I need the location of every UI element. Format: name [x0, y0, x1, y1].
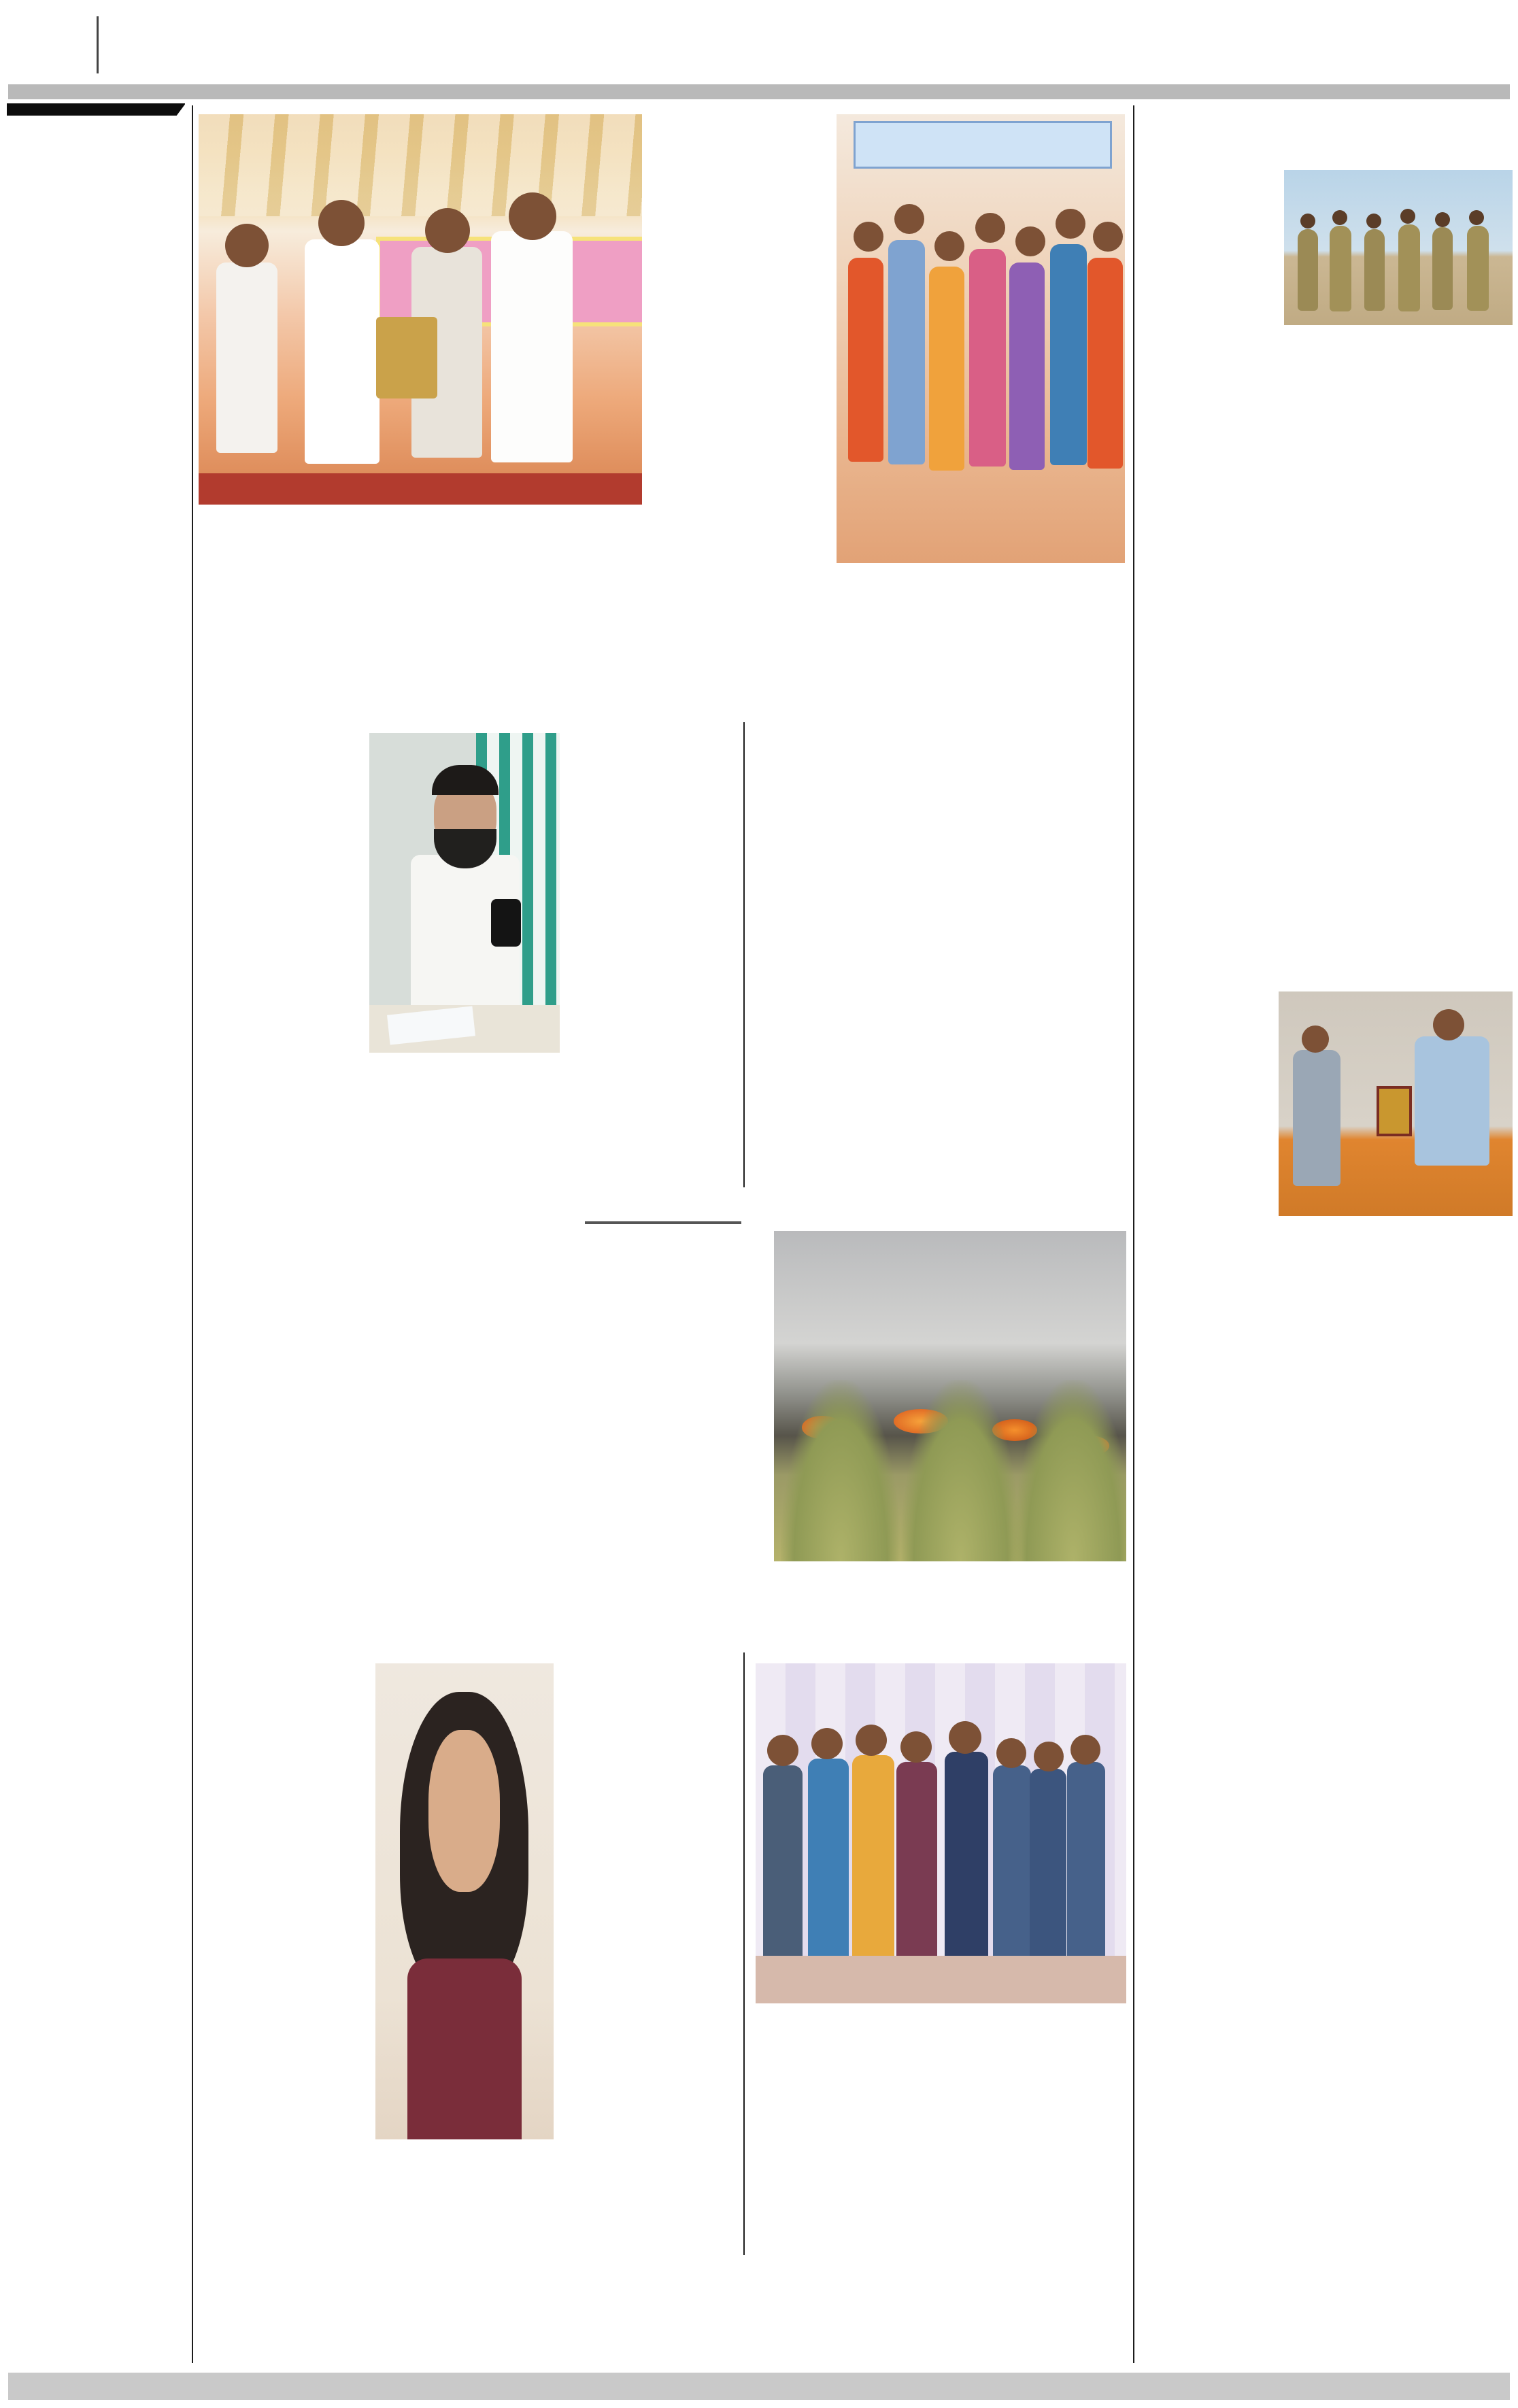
article-body	[199, 1216, 571, 1597]
woman-blouse	[407, 1958, 522, 2139]
student-head	[996, 1738, 1026, 1768]
car-column-1	[756, 733, 935, 1187]
child-silhouette	[1050, 244, 1087, 465]
article-body	[756, 2013, 1126, 2255]
school-banner	[854, 121, 1111, 169]
child-silhouette	[969, 249, 1006, 467]
police-head	[1300, 214, 1315, 228]
lead-column-4	[837, 571, 1125, 609]
teachers-body-row	[199, 733, 730, 1064]
children-article	[199, 1652, 730, 2255]
child-silhouette	[1087, 258, 1123, 469]
article-body-with-photo	[1141, 170, 1513, 972]
fair-article	[743, 1652, 1126, 2255]
page-header	[16, 7, 1502, 80]
student-silhouette	[1030, 1769, 1066, 1966]
excise-article	[199, 1205, 571, 1635]
grass-tuft	[1013, 1380, 1126, 1561]
student-head	[1034, 1742, 1064, 1771]
lead-left-block	[199, 114, 642, 705]
stage-award-photo	[199, 114, 642, 505]
children-column-2	[563, 1663, 730, 2139]
police-head	[1332, 210, 1347, 225]
teachers-column-2	[569, 733, 730, 1064]
teachers-column-1	[199, 733, 360, 1064]
child-head	[894, 204, 924, 234]
canopy-drape	[199, 114, 642, 216]
crop-fire-below-2	[861, 1570, 1126, 1635]
teachers-mini-1	[199, 1072, 369, 1166]
woman-face	[428, 1730, 500, 1892]
footer-ad-space	[8, 2373, 1510, 2400]
car-column-2	[947, 733, 1126, 1187]
child-head	[1015, 226, 1045, 256]
student-head	[1302, 1025, 1329, 1053]
car-accident-article	[743, 722, 1126, 1187]
child-head	[854, 222, 883, 252]
child-head	[1056, 209, 1085, 239]
lead-column-1	[199, 514, 416, 705]
student-head	[1070, 1735, 1100, 1765]
person-head	[318, 200, 365, 246]
police-head	[1366, 214, 1381, 228]
lead-column-3	[653, 114, 826, 705]
award-memento	[376, 317, 437, 398]
children-column-1	[199, 1663, 366, 2139]
guest-head	[767, 1735, 798, 1766]
byline-rule	[585, 1221, 741, 1224]
police-silhouette	[1298, 229, 1318, 311]
child-silhouette	[888, 240, 925, 464]
red-carpet	[199, 473, 642, 505]
main-column	[199, 101, 1126, 2255]
masthead-divider	[97, 16, 99, 73]
police-silhouette	[1330, 226, 1351, 311]
crop-fire-column	[585, 1231, 763, 1561]
left-column-rule	[192, 105, 193, 2363]
student-silhouette	[993, 1765, 1031, 1966]
children-rally-photo	[837, 114, 1125, 563]
guest-head	[949, 1721, 981, 1754]
person-silhouette	[216, 262, 277, 453]
teachers-mini-2	[379, 1072, 550, 1166]
right-column-rule	[1133, 105, 1134, 2363]
police-silhouette	[1432, 227, 1453, 310]
crop-fire-article	[585, 1205, 1126, 1635]
award-plaque	[1377, 1086, 1412, 1136]
fourth-band	[199, 1652, 1126, 2255]
guest-silhouette	[808, 1759, 849, 1969]
person-silhouette	[491, 231, 573, 462]
teachers-bottom-columns	[199, 1072, 730, 1166]
fair-group-photo	[756, 1663, 1126, 2003]
police-head	[1435, 212, 1450, 227]
crop-fire-body-row	[585, 1231, 1126, 1561]
child-head	[1093, 222, 1123, 252]
child-silhouette	[929, 267, 964, 471]
crop-fire-bottom-columns	[585, 1570, 1126, 1635]
police-silhouette	[1364, 229, 1385, 311]
award-ceremony-photo	[1279, 991, 1513, 1216]
student-silhouette	[1293, 1050, 1340, 1186]
lead-text-columns	[199, 514, 642, 705]
guest-head	[900, 1731, 932, 1763]
child-head	[934, 231, 964, 261]
person-head	[509, 192, 556, 240]
person-silhouette	[305, 239, 380, 464]
grass-tuft	[900, 1380, 1020, 1561]
police-head	[1469, 210, 1484, 225]
black-armband	[491, 899, 521, 947]
second-band	[199, 722, 1126, 1187]
child-head	[975, 213, 1005, 243]
right-column	[1141, 102, 1513, 2368]
student-silhouette	[1067, 1762, 1105, 1966]
guest-silhouette	[763, 1765, 803, 1969]
byline-block	[585, 1216, 762, 1224]
lead-column-2	[425, 514, 642, 705]
stage-floor	[756, 1956, 1126, 2003]
officer-portrait-photo	[375, 1663, 554, 2139]
teachers-article	[199, 722, 730, 1187]
lead-right-block	[837, 114, 1125, 705]
child-silhouette	[848, 258, 883, 462]
chief-guest-silhouette	[1415, 1036, 1489, 1166]
crop-fire-below-1	[585, 1570, 850, 1635]
field-fire-photo	[774, 1231, 1126, 1561]
brief-label	[7, 103, 185, 116]
guest-silhouette	[896, 1762, 937, 1969]
guest-silhouette	[852, 1755, 894, 1969]
guest-head	[811, 1728, 843, 1759]
police-silhouette	[1467, 226, 1489, 311]
top-separator-bar	[8, 84, 1510, 99]
children-body-row	[199, 1663, 730, 2139]
left-brief-column	[7, 103, 185, 2368]
guest-head	[856, 1725, 887, 1756]
person-head	[425, 208, 470, 253]
article-body-with-photo	[1141, 991, 1513, 1604]
car-body-row	[756, 733, 1126, 1187]
grass-tuft	[781, 1380, 900, 1561]
lead-article-top-row	[199, 114, 1126, 705]
third-band	[199, 1205, 1126, 1635]
teacher-portrait-photo	[369, 733, 560, 1053]
police-silhouette	[1398, 224, 1420, 311]
lead-column-5	[837, 617, 1125, 705]
police-head	[1400, 209, 1415, 224]
eid-police-photo	[1284, 170, 1513, 325]
guest-silhouette	[945, 1752, 988, 1969]
person-head	[225, 224, 269, 267]
child-silhouette	[1009, 262, 1045, 470]
teachers-mini-3	[559, 1072, 730, 1166]
